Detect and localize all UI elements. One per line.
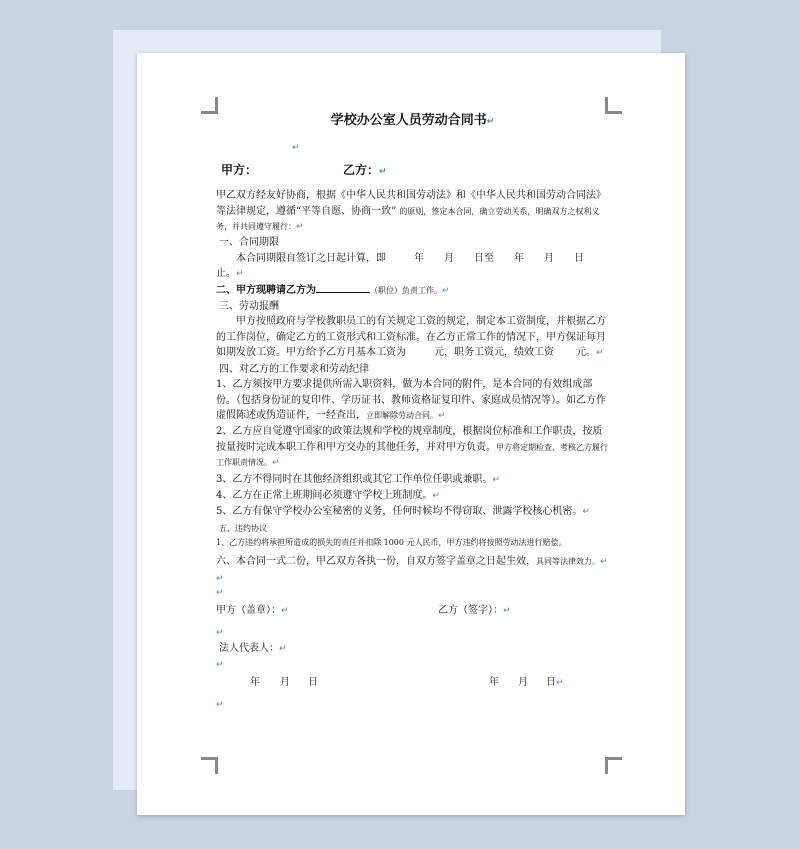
section-4-item-4 [216,488,609,504]
crop-mark-bottom-left [201,757,218,774]
date-year-a: 年 [250,676,260,688]
paragraph-mark-icon: ↵ [438,410,446,421]
parties-line [216,163,609,180]
paragraph-mark-icon: ↵ [216,627,224,638]
date-month-a: 月 [280,676,290,688]
heading-text: 一、合同期限 [219,237,279,249]
paragraph-mark-icon: ↵ [492,474,500,485]
paragraph-mark-icon: ↵ [216,659,224,670]
section-2 [216,283,609,299]
term-day-to: 日至 [474,252,494,264]
term-text: 本合同期限自签订之日起计算，即 [236,252,386,264]
heading-text: 四、对乙方的工作要求和劳动纪律 [219,363,369,375]
term-end: 止。 [216,268,236,280]
section-1-end [216,266,609,282]
term-month: 月 [444,252,454,264]
document-body [216,113,609,711]
intro-text: 甲乙双方经友好协商，根据《中华人民共和国劳动法》和《中华人民共和国劳动合同法》等法律规定，遵循“平等自愿、协商一致” [216,190,606,217]
salary-text: 甲方按照政府与学校教职员工的有关规定工资的规定，制定本工资制度，并根据乙方的工作岗位，确定乙方的工资形式和工资标准。在乙方正常工作的情况下，甲方保证每月如期发放工资。甲方给予乙方月基本工资为 [216,316,606,359]
date-day-b: 日 [546,676,556,688]
section-2-suffix: （职位）负责工作。 [370,285,442,295]
heading-text: 三、劳动报酬 [219,301,279,313]
paragraph-mark-icon: ↵ [379,166,387,177]
paragraph-mark-icon: ↵ [582,507,590,518]
paragraph-mark-icon: ↵ [216,587,224,598]
section-4-item-3 [216,472,609,488]
legal-rep-label: 法人代表人： [219,642,279,654]
date-month-b: 月 [518,676,528,688]
paragraph-mark-icon: ↵ [432,490,440,501]
date-day-a: 日 [308,676,318,688]
paragraph-mark-icon: ↵ [216,699,224,710]
paragraph-mark-icon: ↵ [442,285,450,296]
paragraph-mark-icon: ↵ [272,458,280,469]
section-3-heading [216,299,609,314]
title-text: 学校办公室人员劳动合同书 [330,113,487,128]
paragraph-mark-icon: ↵ [216,573,224,584]
paragraph-mark-icon: ↵ [292,143,300,154]
section-4-item-2 [216,424,609,471]
paragraph-mark-icon: ↵ [600,557,608,568]
section-1-heading [216,235,609,250]
term-day-2: 日 [574,252,584,264]
item-text: 1、乙方须按甲方要求提供所需入职资料，做为本合同的附件，是本合同的有效组成部份。（包括身份证的复印件、学历证书、教师资格证复印件、家庭成员情况等）。如乙方作虚假陈述或伪造证件，一经查出， [216,379,606,421]
item-text-small: 甲方将定期检查、考核乙方履行工作职责情况。 [216,442,608,468]
section-4-heading [216,362,609,377]
paragraph-mark-icon: ↵ [281,605,289,616]
position-blank [316,283,370,293]
crop-mark-top-left [201,97,218,114]
item-text: 2、乙方应自觉遵守国家的政策法规和学校的规章制度，根据岗位标准和工作职责，按质按量按时完成本职工作和甲方交办的其他任务，并对甲方负责。 [216,426,603,453]
paragraph-mark-icon: ↵ [279,643,287,654]
heading-text: 五、违约协议 [219,523,267,533]
item-text: 3、乙方不得同时在其他经济组织或其它工作单位任职或兼职。 [216,473,493,485]
section-5-body [216,536,609,550]
section-2-text: 二、甲方现聘请乙方为 [216,284,316,296]
term-year: 年 [414,252,424,264]
section-6-text: 六、本合同一式二份，甲乙双方各执一份，自双方签字盖章之日起生效， [216,556,536,568]
paragraph-mark-icon: ↵ [596,348,604,359]
party-a-seal-label: 甲方（盖章）： [216,604,281,616]
date-year-b: 年 [489,676,499,688]
paragraph-mark-icon: ↵ [296,222,304,233]
section-6 [216,554,609,570]
salary-text-4: 元。 [576,347,596,359]
document-title [216,113,609,130]
section-6-text-small: 具同等法律效力。 [536,557,600,567]
intro-paragraph [216,188,609,235]
paragraph-mark-icon: ↵ [236,269,244,280]
intro-text-small: 的原则，签定本合同，确立劳动关系，明确双方之权利义务，并共同遵守履行： [216,206,600,232]
term-month-2: 月 [544,252,554,264]
section-5-heading [216,521,609,536]
paragraph-mark-icon: ↵ [503,605,511,616]
legal-representative [216,641,609,657]
party-b-label: 乙方： [343,162,380,177]
item-text: 5、乙方有保守学校办公室秘密的义务，任何时候均不得窃取、泄露学校核心机密。 [216,506,583,518]
paragraph-mark-icon: ↵ [486,117,495,127]
item-text: 4、乙方在正常上班期间必须遵守学校上班制度。 [216,489,433,501]
section-3-body [216,314,609,361]
term-year-2: 年 [514,252,524,264]
crop-mark-top-right [605,97,622,114]
signature-row [216,603,609,625]
crop-mark-bottom-right [605,757,622,774]
document-page [137,53,685,815]
paragraph-mark-icon: ↵ [556,677,564,688]
party-b-signature-label: 乙方（签字）： [438,604,503,616]
penalty-text: 1、乙方违约将承担所造成的损失的责任并扣除 1000 元人民币，甲方违约将按照劳动法进行赔偿。 [216,538,567,548]
date-row [216,675,609,697]
party-a-label: 甲方： [221,162,258,177]
section-4-item-1 [216,377,609,424]
item-text-small: 立即解除劳动合同。 [366,410,438,420]
section-1-body [216,251,609,266]
salary-text-3: 元，绩效工资 [494,347,554,359]
salary-text-2: 元，职务工资 [434,347,494,359]
section-4-item-5 [216,504,609,520]
